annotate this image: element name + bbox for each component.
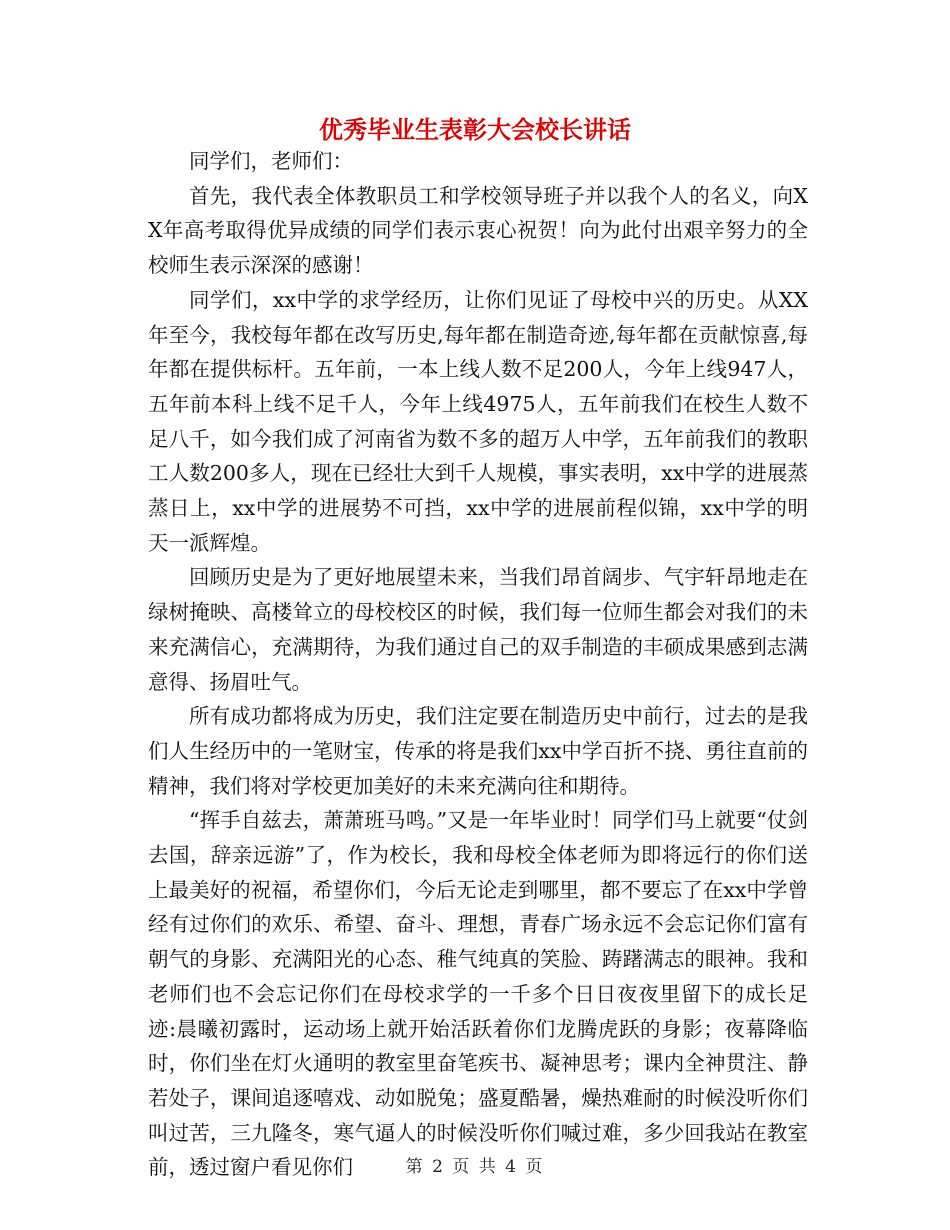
paragraph-4: 所有成功都将成为历史，我们注定要在制造历史中前行，过去的是我们人生经历中的一笔财宝，传承的将是我们xx中学百折不挠、勇往直前的精神，我们将对学校更加美好的未来充满向往和期待。	[148, 704, 808, 798]
document-body	[148, 144, 808, 1185]
document-title: 优秀毕业生表彰大会校长讲话	[319, 116, 631, 144]
paragraph-1: 首先，我代表全体教职员工和学校领导班子并以我个人的名义，向XX年高考取得优异成绩的同学们表示衷心祝贺！向为此付出艰辛努力的全校师生表示深深的感谢！	[148, 183, 808, 278]
paragraph-3: 回顾历史是为了更好地展望未来，当我们昂首阔步、气宇轩昂地走在绿树掩映、高楼耸立的母校校区的时候，我们每一位师生都会对我们的未来充满信心，充满期待，为我们通过自己的双手制造的丰硕成果感到志满意得、扬眉吐气。	[148, 565, 808, 694]
paragraph-2: 同学们，xx中学的求学经历，让你们见证了母校中兴的历史。从XX年至今，我校每年都在改写历史,每年都在制造奇迹,每年都在贡献惊喜,每年都在提供标杆。五年前，一本上线人数不足200人，今年上线947人，五年前本科上线不足千人，今年上线4975人，五年前我们在校生人数不足八千，如今我们成了河南省为数不多的超万人中学，五年前我们的教职工人数200多人，现在已经壮大到千人规模，事实表明，xx中学的进展蒸蒸日上，xx中学的进展势不可挡，xx中学的进展前程似锦，xx中学的明天一派辉煌。	[148, 287, 808, 555]
paragraph-greeting: 同学们，老师们：	[189, 149, 353, 173]
page-number-footer: 第 2 页 共 4 页	[405, 1157, 545, 1177]
paragraph-5: “挥手自兹去，萧萧班马鸣。”又是一年毕业时！同学们马上就要“仗剑去国，辞亲远游”了，作为校长，我和母校全体老师为即将远行的你们送上最美好的祝福，希望你们，今后无论走到哪里，都不要忘了在xx中学曾经有过你们的欢乐、希望、奋斗、理想，青春广场永远不会忘记你们富有朝气的身影、充满阳光的心态、稚气纯真的笑脸、踌躇满志的眼神。我和老师们也不会忘记你们在母校求学的一千多个日日夜夜里留下的成长足迹:晨曦初露时，运动场上就开始活跃着你们龙腾虎跃的身影；夜幕降临时，你们坐在灯火通明的教室里奋笔疾书、凝神思考；课内全神贯注、静若处子，课间追逐嘻戏、动如脱兔；盛夏酷暑，燥热难耐的时候没听你们叫过苦，三九隆冬，寒气逼人的时候没听你们喊过难，多少回我站在教室前，透过窗户看见你们	[148, 808, 808, 1180]
